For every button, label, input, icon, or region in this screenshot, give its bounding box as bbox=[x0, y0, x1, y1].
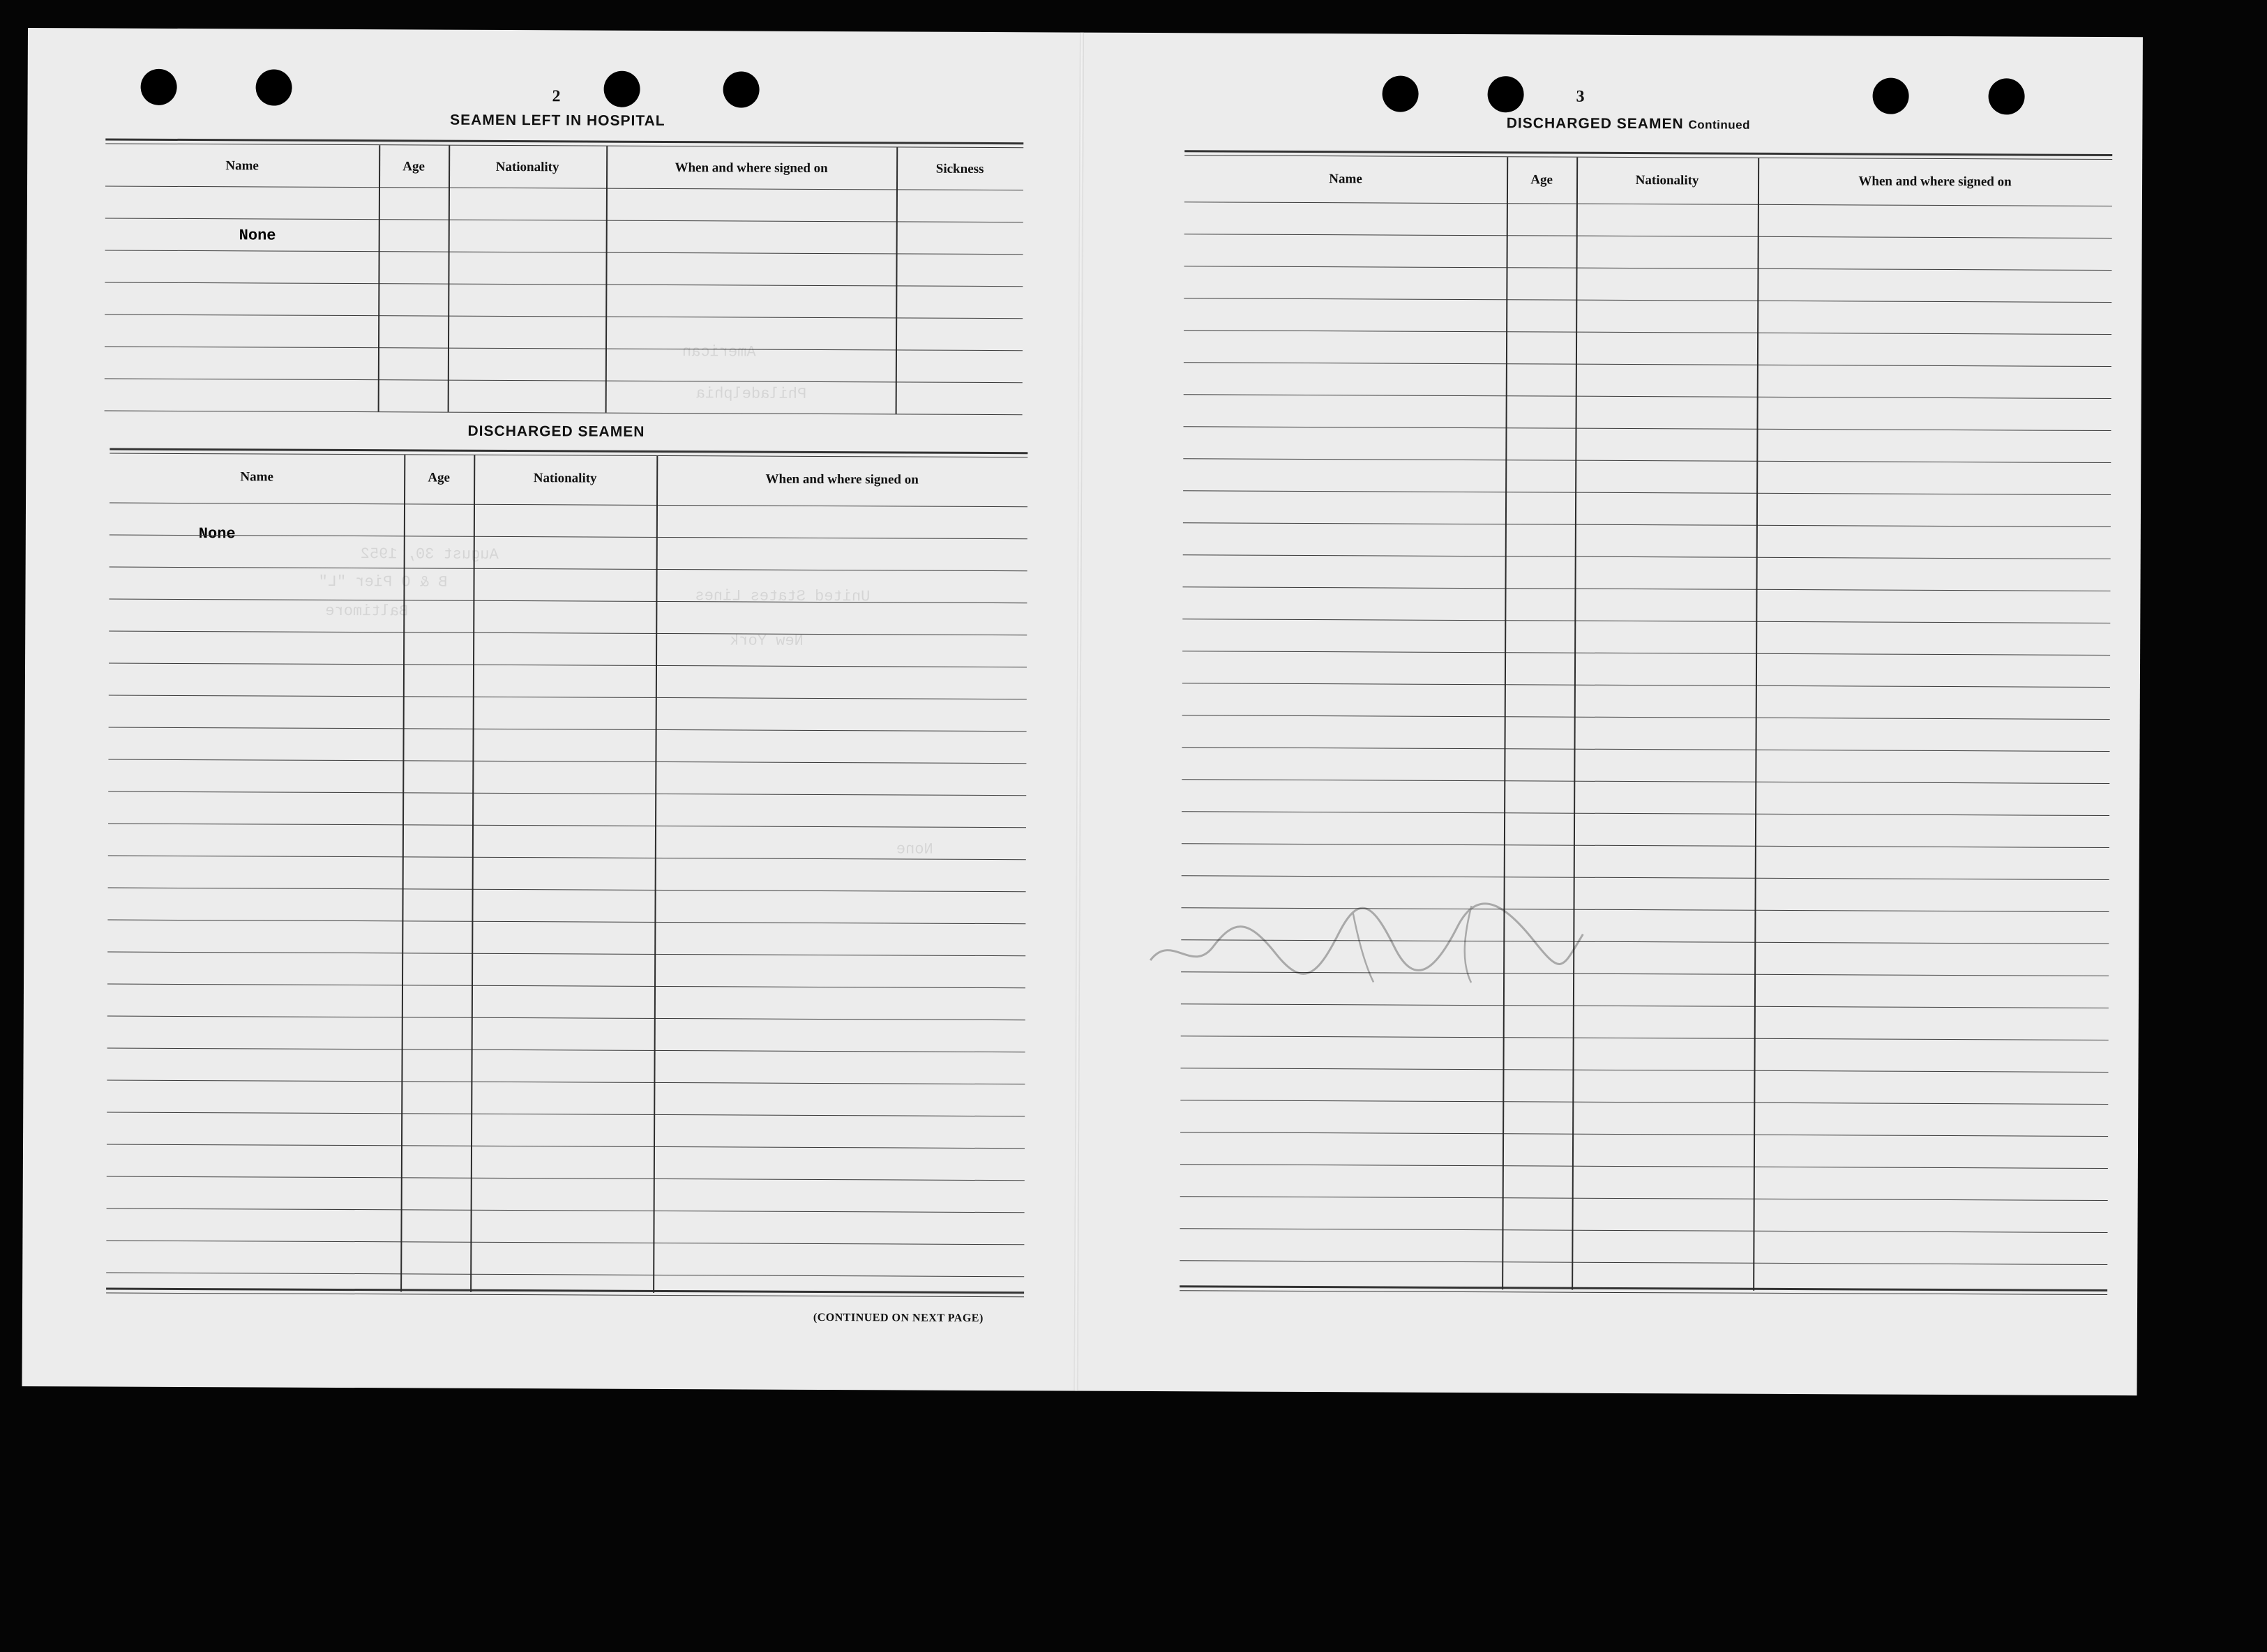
table-row-line bbox=[105, 250, 1023, 255]
column-divider bbox=[896, 147, 898, 414]
column-header-signed-on: When and where signed on bbox=[675, 160, 828, 176]
table-row-line bbox=[108, 759, 1026, 764]
signature-show-through bbox=[1143, 891, 1590, 990]
table-row-line bbox=[1181, 1068, 2109, 1073]
column-header-signed-on: When and where signed on bbox=[765, 471, 919, 487]
table-row-line bbox=[107, 984, 1025, 989]
column-divider bbox=[653, 456, 658, 1293]
column-header-age: Age bbox=[428, 470, 451, 485]
table-row-line bbox=[1183, 554, 2111, 559]
table-row-line bbox=[1181, 1036, 2109, 1040]
show-through-text: United States Lines bbox=[695, 587, 871, 606]
table-row-line bbox=[1180, 1100, 2108, 1105]
table-row-line bbox=[105, 282, 1023, 287]
column-header-name: Name bbox=[225, 158, 259, 174]
table-row-line bbox=[108, 856, 1026, 861]
table-row-line bbox=[107, 952, 1025, 957]
table-row-line bbox=[1182, 779, 2109, 784]
table-row-line bbox=[1182, 811, 2109, 816]
punch-hole bbox=[141, 69, 177, 105]
table-row-line bbox=[105, 410, 1023, 415]
scanned-document-sheet bbox=[22, 28, 2143, 1395]
column-divider bbox=[470, 455, 475, 1292]
punch-hole bbox=[1872, 78, 1908, 114]
discharged-continued-table bbox=[1180, 150, 2112, 1326]
table-row-line bbox=[110, 535, 1027, 540]
punch-hole bbox=[604, 71, 640, 107]
table-row-line bbox=[105, 185, 1023, 190]
table-row-line bbox=[1182, 651, 2110, 656]
table-row-line bbox=[1180, 1132, 2108, 1137]
show-through-text: Philadelphia bbox=[695, 385, 807, 403]
column-divider bbox=[1572, 158, 1578, 1290]
table-row-line bbox=[107, 1112, 1025, 1117]
left-page bbox=[22, 28, 1074, 1391]
column-header-name: Name bbox=[240, 469, 273, 485]
table-row-line bbox=[109, 727, 1027, 732]
column-divider bbox=[1753, 158, 1759, 1291]
table-row-line bbox=[109, 663, 1027, 668]
table-row-line bbox=[1182, 683, 2110, 688]
table-row-line bbox=[1184, 202, 2112, 206]
punch-hole bbox=[1487, 76, 1523, 112]
table-row-line bbox=[1184, 394, 2111, 399]
column-header-age: Age bbox=[402, 159, 425, 174]
column-header-name: Name bbox=[1329, 172, 1362, 187]
column-header-signed-on: When and where signed on bbox=[1858, 174, 2012, 190]
table-row-line bbox=[108, 791, 1026, 796]
show-through-text: New York bbox=[730, 632, 804, 650]
column-divider bbox=[378, 145, 381, 411]
column-header-sickness: Sickness bbox=[935, 161, 984, 176]
table-row-line bbox=[107, 920, 1025, 925]
table-row-line bbox=[107, 1208, 1025, 1213]
page-number: 3 bbox=[1576, 87, 1585, 106]
table-row-line bbox=[1180, 1196, 2108, 1201]
table-row-line bbox=[1184, 234, 2112, 238]
table-bottom-rule bbox=[106, 1288, 1024, 1298]
table-bottom-rule bbox=[1180, 1285, 2107, 1295]
column-header-age: Age bbox=[1530, 172, 1553, 188]
table-row-line bbox=[1184, 426, 2111, 431]
table-row-line bbox=[1184, 362, 2111, 367]
discharged-table bbox=[106, 448, 1027, 1317]
table-row-line bbox=[1181, 1003, 2109, 1008]
column-divider bbox=[1502, 157, 1508, 1289]
table-row-line bbox=[1182, 747, 2110, 752]
table-row-line bbox=[106, 1241, 1024, 1245]
table-row-line bbox=[1180, 1164, 2108, 1169]
table-row-line bbox=[105, 218, 1023, 222]
show-through-text: B & O Pier "L" bbox=[318, 573, 448, 591]
discharged-entry-none: None bbox=[198, 525, 236, 543]
table-row-line bbox=[108, 888, 1026, 893]
table-row-line bbox=[110, 503, 1027, 508]
table-row-line bbox=[105, 346, 1023, 351]
punch-hole bbox=[1988, 78, 2024, 114]
discharged-section-title: DISCHARGED SEAMEN bbox=[467, 423, 645, 440]
table-row-line bbox=[1182, 619, 2110, 623]
table-row-line bbox=[1183, 586, 2111, 591]
page-number: 2 bbox=[552, 87, 561, 106]
hospital-entry-none: None bbox=[239, 227, 276, 245]
table-row-line bbox=[108, 824, 1026, 828]
column-divider bbox=[448, 146, 451, 412]
table-row-line bbox=[1183, 522, 2111, 527]
table-row-line bbox=[1180, 1260, 2107, 1265]
table-row-line bbox=[109, 695, 1027, 700]
table-row-line bbox=[1182, 843, 2109, 848]
continued-note: (CONTINUED ON NEXT PAGE) bbox=[813, 1311, 984, 1324]
table-top-rule bbox=[1184, 150, 2112, 160]
table-row-line bbox=[105, 378, 1023, 383]
table-top-rule bbox=[110, 448, 1027, 458]
right-page bbox=[1078, 33, 2142, 1396]
table-row-line bbox=[1180, 1228, 2108, 1233]
punch-hole bbox=[723, 71, 760, 107]
table-row-line bbox=[107, 1016, 1025, 1021]
hospital-table bbox=[104, 138, 1023, 435]
section-title-suffix: Continued bbox=[1688, 118, 1751, 132]
table-row-line bbox=[107, 1048, 1025, 1053]
table-row-line bbox=[107, 1080, 1025, 1085]
punch-hole bbox=[256, 69, 292, 105]
table-row-line bbox=[1184, 298, 2111, 303]
show-through-text: August 30, 1952 bbox=[360, 545, 499, 563]
punch-hole bbox=[1382, 75, 1418, 112]
table-row-line bbox=[1183, 458, 2111, 463]
show-through-text: American bbox=[681, 343, 756, 361]
table-row-line bbox=[1184, 266, 2112, 271]
show-through-text: Baltimore bbox=[325, 602, 409, 621]
table-top-rule bbox=[105, 138, 1023, 148]
discharged-continued-title bbox=[1447, 115, 1809, 133]
column-divider bbox=[605, 146, 608, 413]
table-row-line bbox=[1182, 715, 2110, 720]
table-row-line bbox=[1182, 875, 2109, 880]
show-through-text: None bbox=[896, 840, 933, 858]
column-header-nationality: Nationality bbox=[495, 159, 559, 175]
hospital-section-title: SEAMEN LEFT IN HOSPITAL bbox=[450, 112, 665, 129]
column-header-nationality: Nationality bbox=[533, 471, 597, 486]
table-row-line bbox=[105, 314, 1023, 319]
table-row-line bbox=[109, 631, 1027, 636]
table-row-line bbox=[106, 1273, 1024, 1278]
column-header-nationality: Nationality bbox=[1635, 173, 1699, 188]
table-row-line bbox=[110, 567, 1027, 572]
table-row-line bbox=[1184, 330, 2111, 335]
table-row-line bbox=[109, 599, 1027, 604]
section-title-main: DISCHARGED SEAMEN bbox=[1506, 115, 1684, 132]
table-row-line bbox=[107, 1176, 1025, 1181]
table-row-line bbox=[1183, 490, 2111, 495]
table-row-line bbox=[107, 1144, 1025, 1149]
